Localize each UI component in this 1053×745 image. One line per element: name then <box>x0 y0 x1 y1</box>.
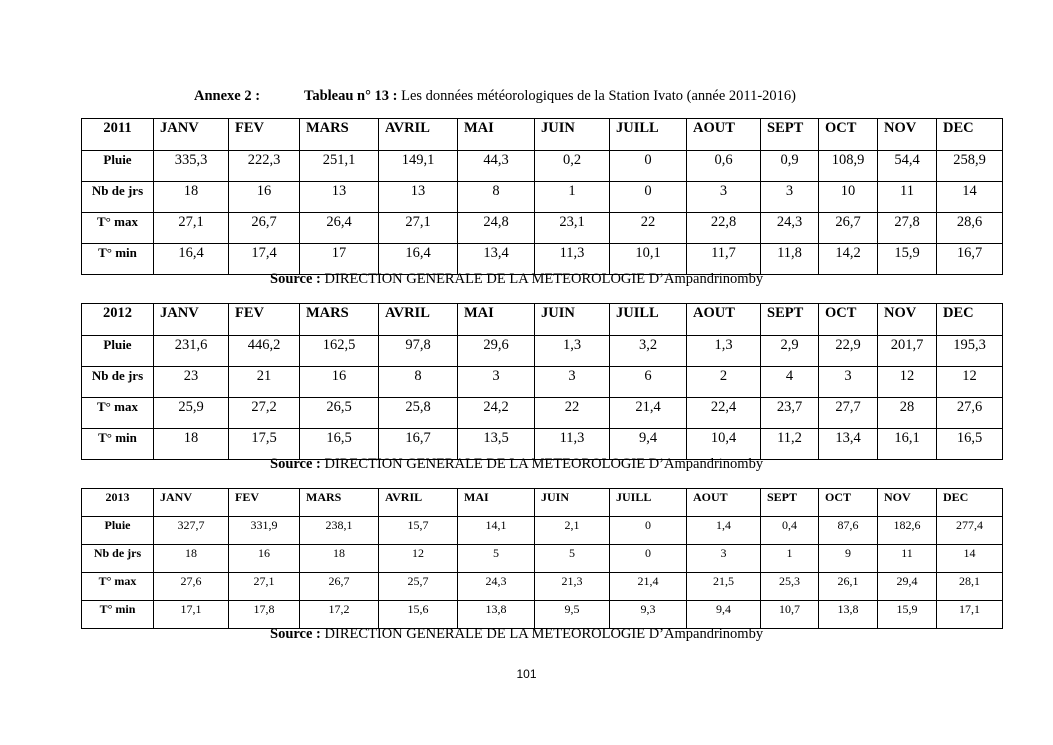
data-cell: 331,9 <box>229 517 300 545</box>
data-cell: 12 <box>379 545 458 573</box>
data-cell: 231,6 <box>154 336 229 367</box>
data-cell: 24,3 <box>761 213 819 244</box>
data-cell: 44,3 <box>458 151 535 182</box>
data-cell: 10 <box>819 182 878 213</box>
data-cell: 6 <box>610 367 687 398</box>
table-header-row <box>82 304 1003 336</box>
data-cell: 17,1 <box>937 601 1003 629</box>
table-row <box>82 244 1003 275</box>
month-header: OCT <box>819 304 878 336</box>
row-label: Nb de jrs <box>82 182 154 213</box>
data-cell: 182,6 <box>878 517 937 545</box>
data-cell: 327,7 <box>154 517 229 545</box>
data-cell: 12 <box>937 367 1003 398</box>
data-cell: 3 <box>761 182 819 213</box>
data-cell: 16 <box>229 182 300 213</box>
data-cell: 16,5 <box>937 429 1003 460</box>
data-cell: 23,7 <box>761 398 819 429</box>
row-label: T° min <box>82 244 154 275</box>
data-cell: 29,4 <box>878 573 937 601</box>
row-label: Pluie <box>82 151 154 182</box>
table-row <box>82 367 1003 398</box>
month-header: FEV <box>229 119 300 151</box>
table-header-row <box>82 119 1003 151</box>
data-cell: 8 <box>458 182 535 213</box>
source-note-2011 <box>270 271 763 288</box>
month-header: JANV <box>154 119 229 151</box>
month-header: SEPT <box>761 304 819 336</box>
data-cell: 27,6 <box>154 573 229 601</box>
source-label: Source : <box>270 626 321 642</box>
data-cell: 27,2 <box>229 398 300 429</box>
table-row <box>82 517 1003 545</box>
data-cell: 3 <box>458 367 535 398</box>
data-cell: 16,7 <box>937 244 1003 275</box>
data-cell: 3 <box>819 367 878 398</box>
data-cell: 18 <box>154 429 229 460</box>
data-cell: 14,1 <box>458 517 535 545</box>
data-cell: 13 <box>300 182 379 213</box>
data-cell: 16,4 <box>154 244 229 275</box>
data-cell: 0,2 <box>535 151 610 182</box>
data-cell: 11 <box>878 182 937 213</box>
data-cell: 0 <box>610 545 687 573</box>
month-header: AOUT <box>687 489 761 517</box>
data-cell: 16 <box>300 367 379 398</box>
data-cell: 0 <box>610 517 687 545</box>
data-cell: 3 <box>535 367 610 398</box>
month-header: MAI <box>458 119 535 151</box>
year-cell: 2012 <box>82 304 154 336</box>
data-cell: 26,7 <box>819 213 878 244</box>
data-cell: 108,9 <box>819 151 878 182</box>
data-cell: 18 <box>154 182 229 213</box>
data-cell: 16 <box>229 545 300 573</box>
data-cell: 27,7 <box>819 398 878 429</box>
data-cell: 26,4 <box>300 213 379 244</box>
data-cell: 13,4 <box>458 244 535 275</box>
data-cell: 10,4 <box>687 429 761 460</box>
year-cell: 2013 <box>82 489 154 517</box>
month-header: DEC <box>937 119 1003 151</box>
row-label: T° max <box>82 213 154 244</box>
month-header: SEPT <box>761 489 819 517</box>
annexe-label: Annexe 2 : <box>194 88 261 104</box>
data-cell: 22,9 <box>819 336 878 367</box>
data-cell: 21,3 <box>535 573 610 601</box>
source-note-2012 <box>270 456 763 473</box>
data-cell: 251,1 <box>300 151 379 182</box>
row-label: Pluie <box>82 336 154 367</box>
data-cell: 277,4 <box>937 517 1003 545</box>
month-header: JUILL <box>610 489 687 517</box>
data-cell: 97,8 <box>379 336 458 367</box>
table-header-row <box>82 489 1003 517</box>
data-cell: 2 <box>687 367 761 398</box>
month-header: FEV <box>229 304 300 336</box>
month-header: MAI <box>458 489 535 517</box>
data-cell: 16,1 <box>878 429 937 460</box>
data-cell: 23,1 <box>535 213 610 244</box>
data-cell: 2,1 <box>535 517 610 545</box>
data-cell: 26,1 <box>819 573 878 601</box>
month-header: NOV <box>878 489 937 517</box>
data-cell: 222,3 <box>229 151 300 182</box>
data-cell: 0,9 <box>761 151 819 182</box>
data-cell: 15,9 <box>878 244 937 275</box>
data-cell: 1 <box>535 182 610 213</box>
data-cell: 87,6 <box>819 517 878 545</box>
table-title-text: Les données météorologiques de la Station Ivato (année 2011-2016) <box>397 88 797 104</box>
table-row <box>82 573 1003 601</box>
month-header: AVRIL <box>379 489 458 517</box>
data-cell: 17,2 <box>300 601 379 629</box>
data-cell: 17,5 <box>229 429 300 460</box>
data-cell: 446,2 <box>229 336 300 367</box>
month-header: SEPT <box>761 119 819 151</box>
table-row <box>82 151 1003 182</box>
month-header: JUIN <box>535 119 610 151</box>
source-note-2013 <box>270 626 763 643</box>
data-cell: 1,4 <box>687 517 761 545</box>
data-cell: 17,8 <box>229 601 300 629</box>
data-cell: 1,3 <box>535 336 610 367</box>
month-header: AVRIL <box>379 119 458 151</box>
month-header: AOUT <box>687 119 761 151</box>
row-label: Pluie <box>82 517 154 545</box>
data-cell: 11,8 <box>761 244 819 275</box>
data-cell: 11,7 <box>687 244 761 275</box>
data-cell: 21,4 <box>610 398 687 429</box>
table-row <box>82 545 1003 573</box>
source-label: Source : <box>270 456 321 472</box>
month-header: OCT <box>819 489 878 517</box>
data-cell: 258,9 <box>937 151 1003 182</box>
data-cell: 3 <box>687 182 761 213</box>
data-cell: 22 <box>535 398 610 429</box>
source-text: DIRECTION GENERALE DE LA METEOROLOGIE D’Ampandrinomby <box>320 456 764 472</box>
data-cell: 27,8 <box>878 213 937 244</box>
data-cell: 22,4 <box>687 398 761 429</box>
row-label: Nb de jrs <box>82 367 154 398</box>
data-cell: 27,1 <box>379 213 458 244</box>
month-header: AVRIL <box>379 304 458 336</box>
data-cell: 4 <box>761 367 819 398</box>
data-cell: 54,4 <box>878 151 937 182</box>
data-cell: 21 <box>229 367 300 398</box>
month-header: DEC <box>937 304 1003 336</box>
weather-table-2013 <box>81 488 1003 629</box>
data-cell: 14,2 <box>819 244 878 275</box>
data-cell: 28,1 <box>937 573 1003 601</box>
data-cell: 8 <box>379 367 458 398</box>
data-cell: 12 <box>878 367 937 398</box>
data-cell: 24,8 <box>458 213 535 244</box>
table-row <box>82 429 1003 460</box>
data-cell: 16,7 <box>379 429 458 460</box>
data-cell: 162,5 <box>300 336 379 367</box>
data-cell: 9,4 <box>687 601 761 629</box>
data-cell: 15,7 <box>379 517 458 545</box>
data-cell: 16,4 <box>379 244 458 275</box>
table-row <box>82 336 1003 367</box>
data-cell: 149,1 <box>379 151 458 182</box>
source-label: Source : <box>270 271 321 287</box>
month-header: NOV <box>878 304 937 336</box>
month-header: DEC <box>937 489 1003 517</box>
data-cell: 13,8 <box>458 601 535 629</box>
data-cell: 15,9 <box>878 601 937 629</box>
data-cell: 17,1 <box>154 601 229 629</box>
data-cell: 13 <box>379 182 458 213</box>
data-cell: 23 <box>154 367 229 398</box>
data-cell: 21,5 <box>687 573 761 601</box>
data-cell: 10,7 <box>761 601 819 629</box>
data-cell: 201,7 <box>878 336 937 367</box>
source-text: DIRECTION GENERALE DE LA METEOROLOGIE D’Ampandrinomby <box>320 626 764 642</box>
data-cell: 27,1 <box>154 213 229 244</box>
data-cell: 24,2 <box>458 398 535 429</box>
data-cell: 2,9 <box>761 336 819 367</box>
data-cell: 15,6 <box>379 601 458 629</box>
data-cell: 0 <box>610 151 687 182</box>
month-header: MARS <box>300 304 379 336</box>
data-cell: 1,3 <box>687 336 761 367</box>
data-cell: 9,5 <box>535 601 610 629</box>
data-cell: 16,5 <box>300 429 379 460</box>
data-cell: 29,6 <box>458 336 535 367</box>
data-cell: 5 <box>458 545 535 573</box>
month-header: MARS <box>300 119 379 151</box>
data-cell: 28,6 <box>937 213 1003 244</box>
data-cell: 9 <box>819 545 878 573</box>
data-cell: 26,7 <box>229 213 300 244</box>
data-cell: 5 <box>535 545 610 573</box>
row-label: T° max <box>82 573 154 601</box>
table-row <box>82 182 1003 213</box>
data-cell: 18 <box>300 545 379 573</box>
data-cell: 0,4 <box>761 517 819 545</box>
data-cell: 0 <box>610 182 687 213</box>
weather-table-2012 <box>81 303 1003 460</box>
data-cell: 24,3 <box>458 573 535 601</box>
row-label: T° min <box>82 429 154 460</box>
data-cell: 11 <box>878 545 937 573</box>
table-row <box>82 398 1003 429</box>
data-cell: 3 <box>687 545 761 573</box>
data-cell: 26,7 <box>300 573 379 601</box>
row-label: T° min <box>82 601 154 629</box>
data-cell: 26,5 <box>300 398 379 429</box>
data-cell: 0,6 <box>687 151 761 182</box>
month-header: MAI <box>458 304 535 336</box>
month-header: JANV <box>154 489 229 517</box>
table-ref: Tableau n° 13 : <box>304 88 398 104</box>
data-cell: 27,6 <box>937 398 1003 429</box>
weather-table-2011 <box>81 118 1003 275</box>
row-label: T° max <box>82 398 154 429</box>
data-cell: 25,9 <box>154 398 229 429</box>
year-cell: 2011 <box>82 119 154 151</box>
data-cell: 14 <box>937 545 1003 573</box>
month-header: NOV <box>878 119 937 151</box>
data-cell: 14 <box>937 182 1003 213</box>
table-row <box>82 601 1003 629</box>
month-header: AOUT <box>687 304 761 336</box>
data-cell: 11,3 <box>535 244 610 275</box>
data-cell: 13,5 <box>458 429 535 460</box>
data-cell: 238,1 <box>300 517 379 545</box>
month-header: JANV <box>154 304 229 336</box>
table-row <box>82 213 1003 244</box>
data-cell: 17,4 <box>229 244 300 275</box>
month-header: MARS <box>300 489 379 517</box>
data-cell: 1 <box>761 545 819 573</box>
row-label: Nb de jrs <box>82 545 154 573</box>
data-cell: 11,2 <box>761 429 819 460</box>
month-header: JUIN <box>535 489 610 517</box>
data-cell: 13,4 <box>819 429 878 460</box>
data-cell: 3,2 <box>610 336 687 367</box>
month-header: FEV <box>229 489 300 517</box>
data-cell: 28 <box>878 398 937 429</box>
data-cell: 195,3 <box>937 336 1003 367</box>
month-header: JUILL <box>610 119 687 151</box>
data-cell: 18 <box>154 545 229 573</box>
table-title <box>304 88 796 105</box>
source-text: DIRECTION GENERALE DE LA METEOROLOGIE D’Ampandrinomby <box>320 271 764 287</box>
month-header: JUILL <box>610 304 687 336</box>
data-cell: 25,8 <box>379 398 458 429</box>
data-cell: 25,7 <box>379 573 458 601</box>
data-cell: 10,1 <box>610 244 687 275</box>
data-cell: 27,1 <box>229 573 300 601</box>
month-header: OCT <box>819 119 878 151</box>
data-cell: 335,3 <box>154 151 229 182</box>
month-header: JUIN <box>535 304 610 336</box>
data-cell: 22 <box>610 213 687 244</box>
data-cell: 9,4 <box>610 429 687 460</box>
data-cell: 9,3 <box>610 601 687 629</box>
data-cell: 17 <box>300 244 379 275</box>
page-number: 101 <box>516 667 537 681</box>
data-cell: 22,8 <box>687 213 761 244</box>
data-cell: 13,8 <box>819 601 878 629</box>
data-cell: 21,4 <box>610 573 687 601</box>
data-cell: 11,3 <box>535 429 610 460</box>
data-cell: 25,3 <box>761 573 819 601</box>
